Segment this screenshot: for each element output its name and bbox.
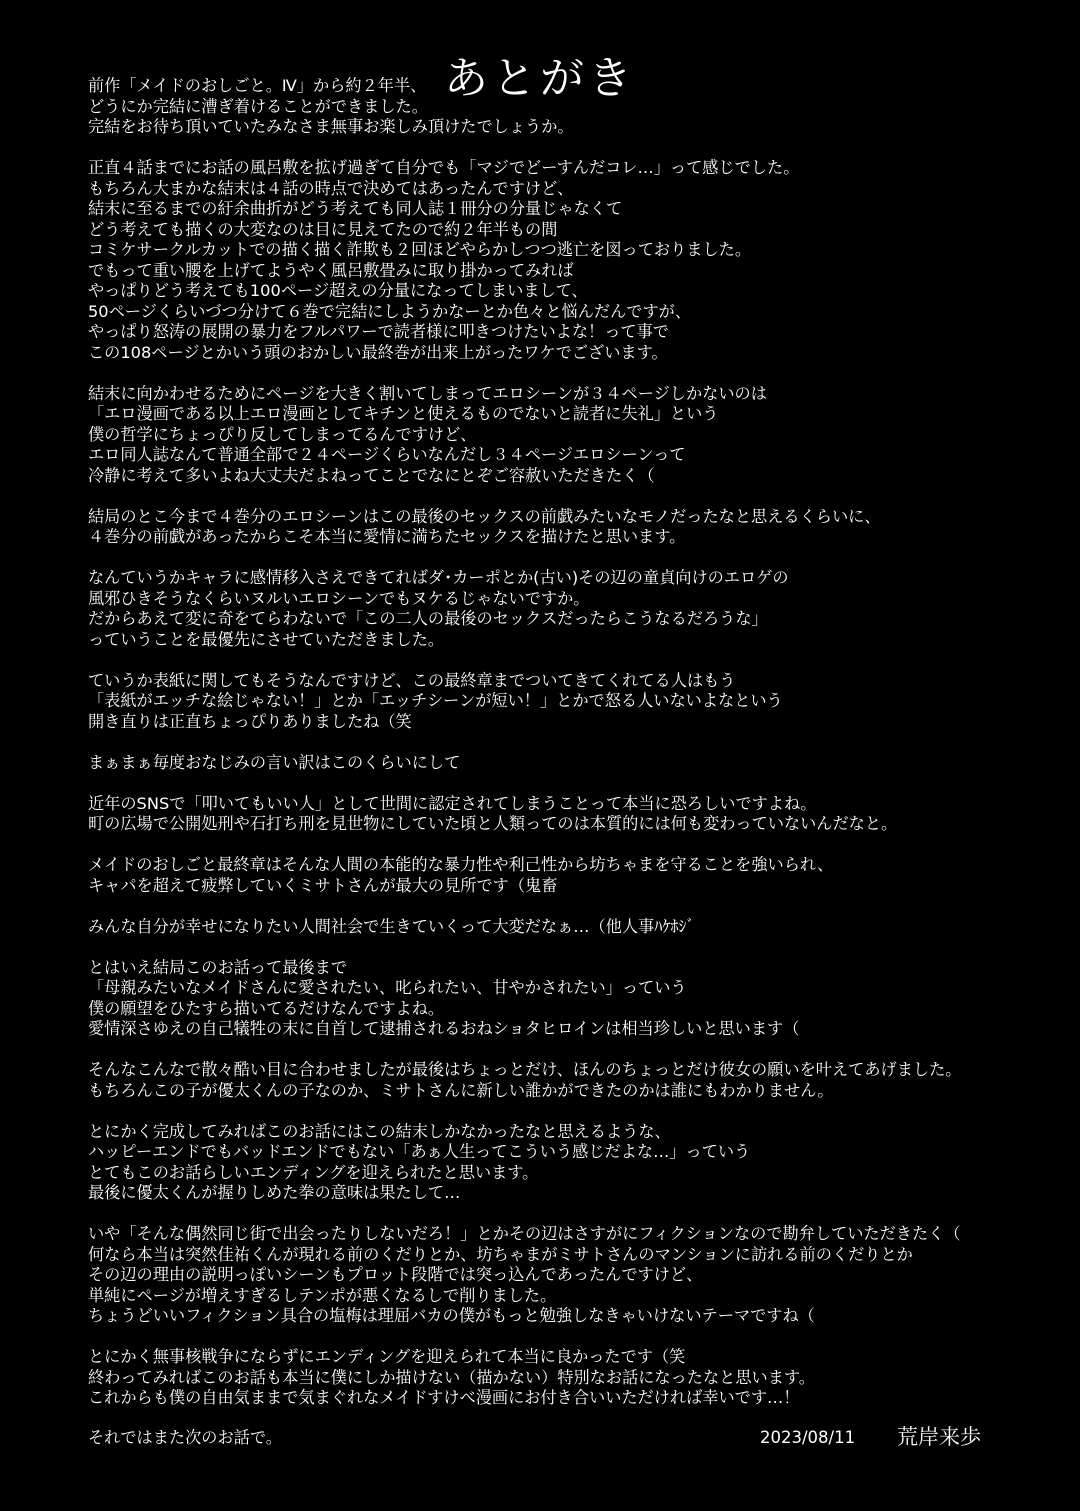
text-line: やっぱり怒涛の展開の暴力をフルパワーで読者様に叩きつけたいよな！って事で: [88, 322, 669, 341]
text-line: 前作「メイドのおしごと。Ⅳ」から約２年半、: [88, 76, 427, 95]
text-line: 愛情深さゆえの自己犠牲の末に自首して逮捕されるおねショタヒロインは相当珍しいと思います（: [88, 1019, 800, 1038]
text-line: どうにか完結に漕ぎ着けることができました。: [88, 96, 428, 116]
paragraph: [88, 1347, 1048, 1409]
text-line: ４巻分の前戯があったからこそ本当に愛情に満ちたセックスを描けたと思います。: [88, 527, 686, 546]
text-line: コミケサークルカットでの描く描く詐欺も２回ほどやらかしつつ逃亡を図っておりました。: [88, 240, 752, 259]
paragraph: [88, 794, 1048, 835]
text-line: 「エロ漫画である以上エロ漫画としてキチンと使えるものでないと読者に失礼」という: [88, 404, 719, 423]
paragraph: [88, 384, 1048, 487]
paragraph: [88, 671, 1048, 733]
text-line: 完結をお待ち頂いていたみなさま無事お楽しみ頂けたでしょうか。: [88, 117, 574, 136]
afterword-body: [88, 76, 1048, 1429]
text-line: 「表紙がエッチな絵じゃない！」とか「エッチシーンが短い！」とかで怒る人いないよなという: [88, 691, 783, 710]
text-line: 何なら本当は突然佳祐くんが現れる前のくだりとか、坊ちゃまがミサトさんのマンションに訪れる前のくだりとか: [88, 1244, 913, 1264]
text-line: でもって重い腰を上げてようやく風呂敷畳みに取り掛かってみれば: [88, 260, 574, 280]
text-line: なんていうかキャラに感情移入さえできてればダ･カーポとか(古い)その辺の童貞向けのエロゲの: [88, 568, 789, 587]
text-line: だからあえて変に奇をてらわないで「この二人の最後のセックスだったらこうなるだろうな」: [88, 609, 768, 628]
paragraph: [88, 1122, 1048, 1204]
paragraph: [88, 753, 1048, 774]
paragraph: [88, 1060, 1048, 1101]
text-line: ていうか表紙に関してもそうなんですけど、この最終章までついてきてくれてる人はもう: [88, 670, 736, 690]
paragraph: [88, 507, 1048, 548]
text-line: まぁまぁ毎度おなじみの言い訳はこのくらいにして: [88, 752, 461, 772]
text-line: 結末に向かわせるためにページを大きく割いてしまってエロシーンが３４ページしかないのは: [88, 383, 767, 403]
text-line: その辺の理由の説明っぽいシーンもプロット段階では突っ込んであったんですけど、: [88, 1265, 703, 1284]
paragraph: [88, 158, 1048, 363]
text-line: 開き直りは正直ちょっぴりありましたね（笑: [88, 711, 412, 731]
text-line: 結末に至るまでの紆余曲折がどう考えても同人誌１冊分の分量じゃなくて: [88, 199, 623, 218]
date-label: 2023/08/11: [760, 1428, 856, 1447]
text-line: とてもこのお話らしいエンディングを迎えられたと思います。: [88, 1162, 539, 1182]
page-title: あとがき: [444, 53, 636, 105]
text-line: もちろん大まかな結末は４話の時点で決めてはあったんですけど、: [88, 178, 574, 198]
text-line: いや「そんな偶然同じ街で出会ったりしないだろ！」とかその辺はさすがにフィクションなので勘弁していただきたく（: [88, 1224, 961, 1243]
text-line: エロ同人誌なんて普通全部で２４ページくらいなんだし３４ページエロシーンって: [88, 445, 686, 464]
text-line: 「母親みたいなメイドさんに愛されたい、叱られたい、甘やかされたい」っていう: [88, 978, 687, 997]
text-line: 終わってみればこのお話も本当に僕にしか描けない（描かない）特別なお話になったなと思います。: [88, 1367, 815, 1387]
author-signature: 荒岸来歩: [897, 1425, 981, 1449]
paragraph: [88, 958, 1048, 1040]
text-line: 結局のとこ今まで４巻分のエロシーンはこの最後のセックスの前戯みたいなモノだったなと思えるくらいに、: [88, 506, 881, 526]
text-line: 正直４話までにお話の風呂敷を拡げ過ぎて自分でも「マジでどーすんだコレ…」って感じでした。: [88, 158, 800, 177]
text-line: この108ページとかいう頭のおかしい最終巻が出来上がったワケでございます。: [88, 342, 668, 362]
text-line: やっぱりどう考えても100ページ超えの分量になってしまいまして、: [88, 281, 588, 300]
text-line: キャパを超えて疲弊していくミサトさんが最大の見所です（鬼畜: [88, 875, 558, 895]
text-line: 最後に優太くんが握りしめた拳の意味は果たして…: [88, 1183, 461, 1202]
text-line: っていうことを最優先にさせていただきました。: [88, 629, 445, 649]
text-line: 僕の哲学にちょっぴり反してしまってるんですけど、: [88, 424, 477, 444]
paragraph: [88, 1224, 1048, 1327]
paragraph: [88, 855, 1048, 896]
text-line: とにかく無事核戦争にならずにエンディングを迎えられて本当に良かったです（笑: [88, 1347, 686, 1366]
text-line: 冷静に考えて多いよね大丈夫だよねってことでなにとぞご容赦いただきたく（: [88, 465, 655, 485]
text-line: 町の広場で公開処刑や石打ち刑を見世物にしていた頃と人類ってのは本質的には何も変わっていないんだなと。: [88, 814, 898, 833]
text-line: ハッピーエンドでもバッドエンドでもない「あぁ人生ってこういう感じだよな…」っていう: [88, 1142, 751, 1161]
text-line: どう考えても描くの大変なのは目に見えてたので約２年半もの間: [88, 219, 558, 239]
text-line: みんな自分が幸せになりたい人間社会で生きていくって大変だなぁ…（他人事ﾊｹﾎｼﾞ: [88, 916, 695, 936]
text-line: そんなこんなで散々酷い目に合わせましたが最後はちょっとだけ、ほんのちょっとだけ彼女の願いを叶えてあげました。: [88, 1060, 962, 1079]
text-line: もちろんこの子が優太くんの子なのか、ミサトさんに新しい誰かができたのかは誰にもわかりません。: [88, 1080, 834, 1100]
text-line: ちょうどいいフィクション具合の塩梅は理屈バカの僕がもっと勉強しなきゃいけないテーマですね（: [88, 1306, 815, 1325]
closing-line: それではまた次のお話で。: [88, 1428, 282, 1447]
text-line: 単純にページが増えすぎるしテンポが悪くなるしで削りました。: [88, 1285, 557, 1305]
text-line: これからも僕の自由気ままで気まぐれなメイドすけべ漫画にお付き合いいただければ幸いです…！: [88, 1388, 800, 1407]
paragraph: [88, 917, 1048, 938]
text-line: メイドのおしごと最終章はそんな人間の本能的な暴力性や利己性から坊ちゃまを守ることを強いられ、: [88, 855, 834, 874]
text-line: とはいえ結局このお話って最後まで: [88, 957, 347, 977]
paragraph: [88, 76, 1048, 138]
text-line: 風邪ひきそうなくらいヌルいエロシーンでもヌケるじゃないですか。: [88, 588, 590, 608]
text-line: 近年のSNSで「叩いてもいい人」として世間に認定されてしまうことって本当に恐ろしいですよね。: [88, 793, 817, 813]
text-line: とにかく完成してみればこのお話にはこの結末しかなかったなと思えるような、: [88, 1121, 671, 1141]
text-line: 僕の願望をひたすら描いてるだけなんですよね。: [88, 998, 445, 1018]
paragraph: [88, 568, 1048, 650]
text-line: 50ページくらいづつ分けて６巻で完結にしようかなーとか色々と悩んだんですが、: [88, 301, 692, 321]
